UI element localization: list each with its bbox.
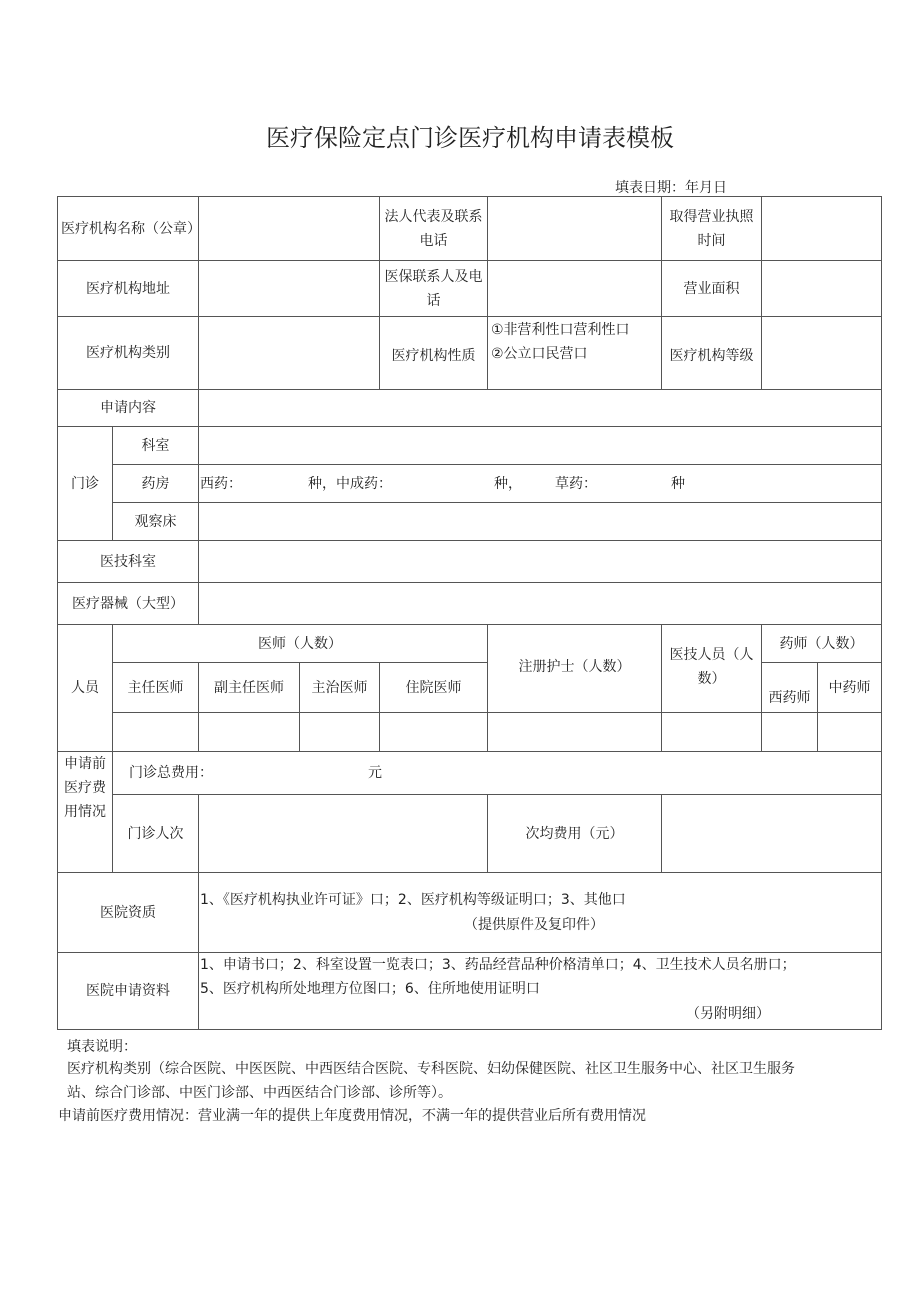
unit-label: 种，中成药：: [308, 475, 392, 492]
visits-field[interactable]: [198, 794, 488, 873]
materials-field[interactable]: [198, 952, 882, 1030]
label-nurse: 注册护士（人数）: [487, 624, 662, 713]
label-name: 医疗机构名称（公章）: [57, 196, 199, 261]
materials-line: 1、申请书口；2、科室设置一览表口；3、药品经营品种价格清单口；4、卫生技术人员名册口；: [200, 957, 796, 973]
label-qualification: 医院资质: [57, 872, 199, 953]
label-observe: 观察床: [112, 502, 199, 541]
nature-option-2[interactable]: ②公立口民营口: [491, 346, 588, 362]
unit-label: 种: [671, 475, 685, 492]
label-equipment: 医疗器械（大型）: [57, 582, 199, 625]
pharmacy-field[interactable]: [198, 464, 882, 503]
western-pharmacist-count-field[interactable]: [761, 712, 818, 752]
label-insurance-contact: 医保联系人及电话: [379, 260, 488, 317]
chinese-pharmacist-count-field[interactable]: [817, 712, 882, 752]
label-staff: 人员: [57, 624, 113, 752]
label-grade: 医疗机构等级: [661, 316, 762, 390]
tech-count-field[interactable]: [661, 712, 762, 752]
yuan-label: 元: [368, 765, 382, 781]
label-apply-content: 申请内容: [57, 389, 199, 427]
attending-count-field[interactable]: [299, 712, 380, 752]
label-western-pharmacist: 西药师: [761, 662, 818, 713]
legal-rep-field[interactable]: [487, 196, 662, 261]
category-field[interactable]: [198, 316, 380, 390]
equipment-field[interactable]: [198, 582, 882, 625]
label-vice-chief: 副主任医师: [198, 662, 300, 713]
label-tech-dept: 医技科室: [57, 540, 199, 583]
apply-content-field[interactable]: [198, 389, 882, 427]
label-doctors: 医师（人数）: [112, 624, 488, 663]
area-field[interactable]: [761, 260, 882, 317]
notes-line: 申请前医疗费用情况：营业满一年的提供上年度费用情况，不满一年的提供营业后所有费用情况: [58, 1108, 646, 1124]
label-clinic: 门诊: [57, 426, 113, 541]
qualification-line: 1、《医疗机构执业许可证》口；2、医疗机构等级证明口；3、其他口: [200, 892, 626, 908]
nurse-count-field[interactable]: [487, 712, 662, 752]
label-resident: 住院医师: [379, 662, 488, 713]
label-dept: 科室: [112, 426, 199, 465]
label-legal-rep: 法人代表及联系电话: [379, 196, 488, 261]
label-chief: 主任医师: [112, 662, 199, 713]
insurance-contact-field[interactable]: [487, 260, 662, 317]
nature-option-1[interactable]: ①非营利性口营利性口: [491, 322, 630, 338]
label-tech-staff: 医技人员（人数）: [661, 624, 762, 713]
herbal-label: 草药：: [555, 475, 597, 492]
label-pharmacist: 药师（人数）: [761, 624, 882, 663]
label-nature: 医疗机构性质: [379, 316, 488, 390]
resident-count-field[interactable]: [379, 712, 488, 752]
fill-date: 填表日期：年月日: [615, 180, 727, 196]
tech-dept-field[interactable]: [198, 540, 882, 583]
observe-field[interactable]: [198, 502, 882, 541]
label-visits: 门诊人次: [112, 794, 199, 873]
qualification-note: （提供原件及复印件）: [464, 917, 604, 933]
total-cost-field[interactable]: [112, 751, 882, 795]
grade-field[interactable]: [761, 316, 882, 390]
nature-options[interactable]: [487, 316, 662, 390]
total-cost-label: 门诊总费用：: [129, 765, 213, 781]
western-drug-label: 西药：: [200, 475, 242, 492]
materials-line: 5、医疗机构所处地理方位图口；6、住所地使用证明口: [200, 981, 540, 997]
label-license-time: 取得营业执照时间: [661, 196, 762, 261]
label-address: 医疗机构地址: [57, 260, 199, 317]
address-field[interactable]: [198, 260, 380, 317]
notes-heading: 填表说明：: [67, 1039, 137, 1055]
name-field[interactable]: [198, 196, 380, 261]
unit-label: 种，: [494, 475, 522, 492]
label-chinese-pharmacist: 中药师: [817, 662, 882, 713]
label-materials: 医院申请资料: [57, 952, 199, 1030]
avg-cost-field[interactable]: [661, 794, 882, 873]
chief-count-field[interactable]: [112, 712, 199, 752]
label-area: 营业面积: [661, 260, 762, 317]
notes-line: 医疗机构类别（综合医院、中医医院、中西医结合医院、专科医院、妇幼保健医院、社区卫生服务中心、社区卫生服务: [67, 1061, 795, 1077]
notes-line: 站、综合门诊部、中医门诊部、中西医结合门诊部、诊所等）。: [67, 1085, 452, 1101]
label-avg-cost: 次均费用（元）: [487, 794, 662, 873]
label-attending: 主治医师: [299, 662, 380, 713]
qualification-field[interactable]: [198, 872, 882, 953]
license-time-field[interactable]: [761, 196, 882, 261]
page-title: 医疗保险定点门诊医疗机构申请表模板: [266, 124, 674, 152]
label-category: 医疗机构类别: [57, 316, 199, 390]
label-cost: 申请前医疗费用情况: [57, 751, 113, 873]
dept-field[interactable]: [198, 426, 882, 465]
label-pharmacy: 药房: [112, 464, 199, 503]
materials-note: （另附明细）: [686, 1006, 770, 1022]
vice-chief-count-field[interactable]: [198, 712, 300, 752]
